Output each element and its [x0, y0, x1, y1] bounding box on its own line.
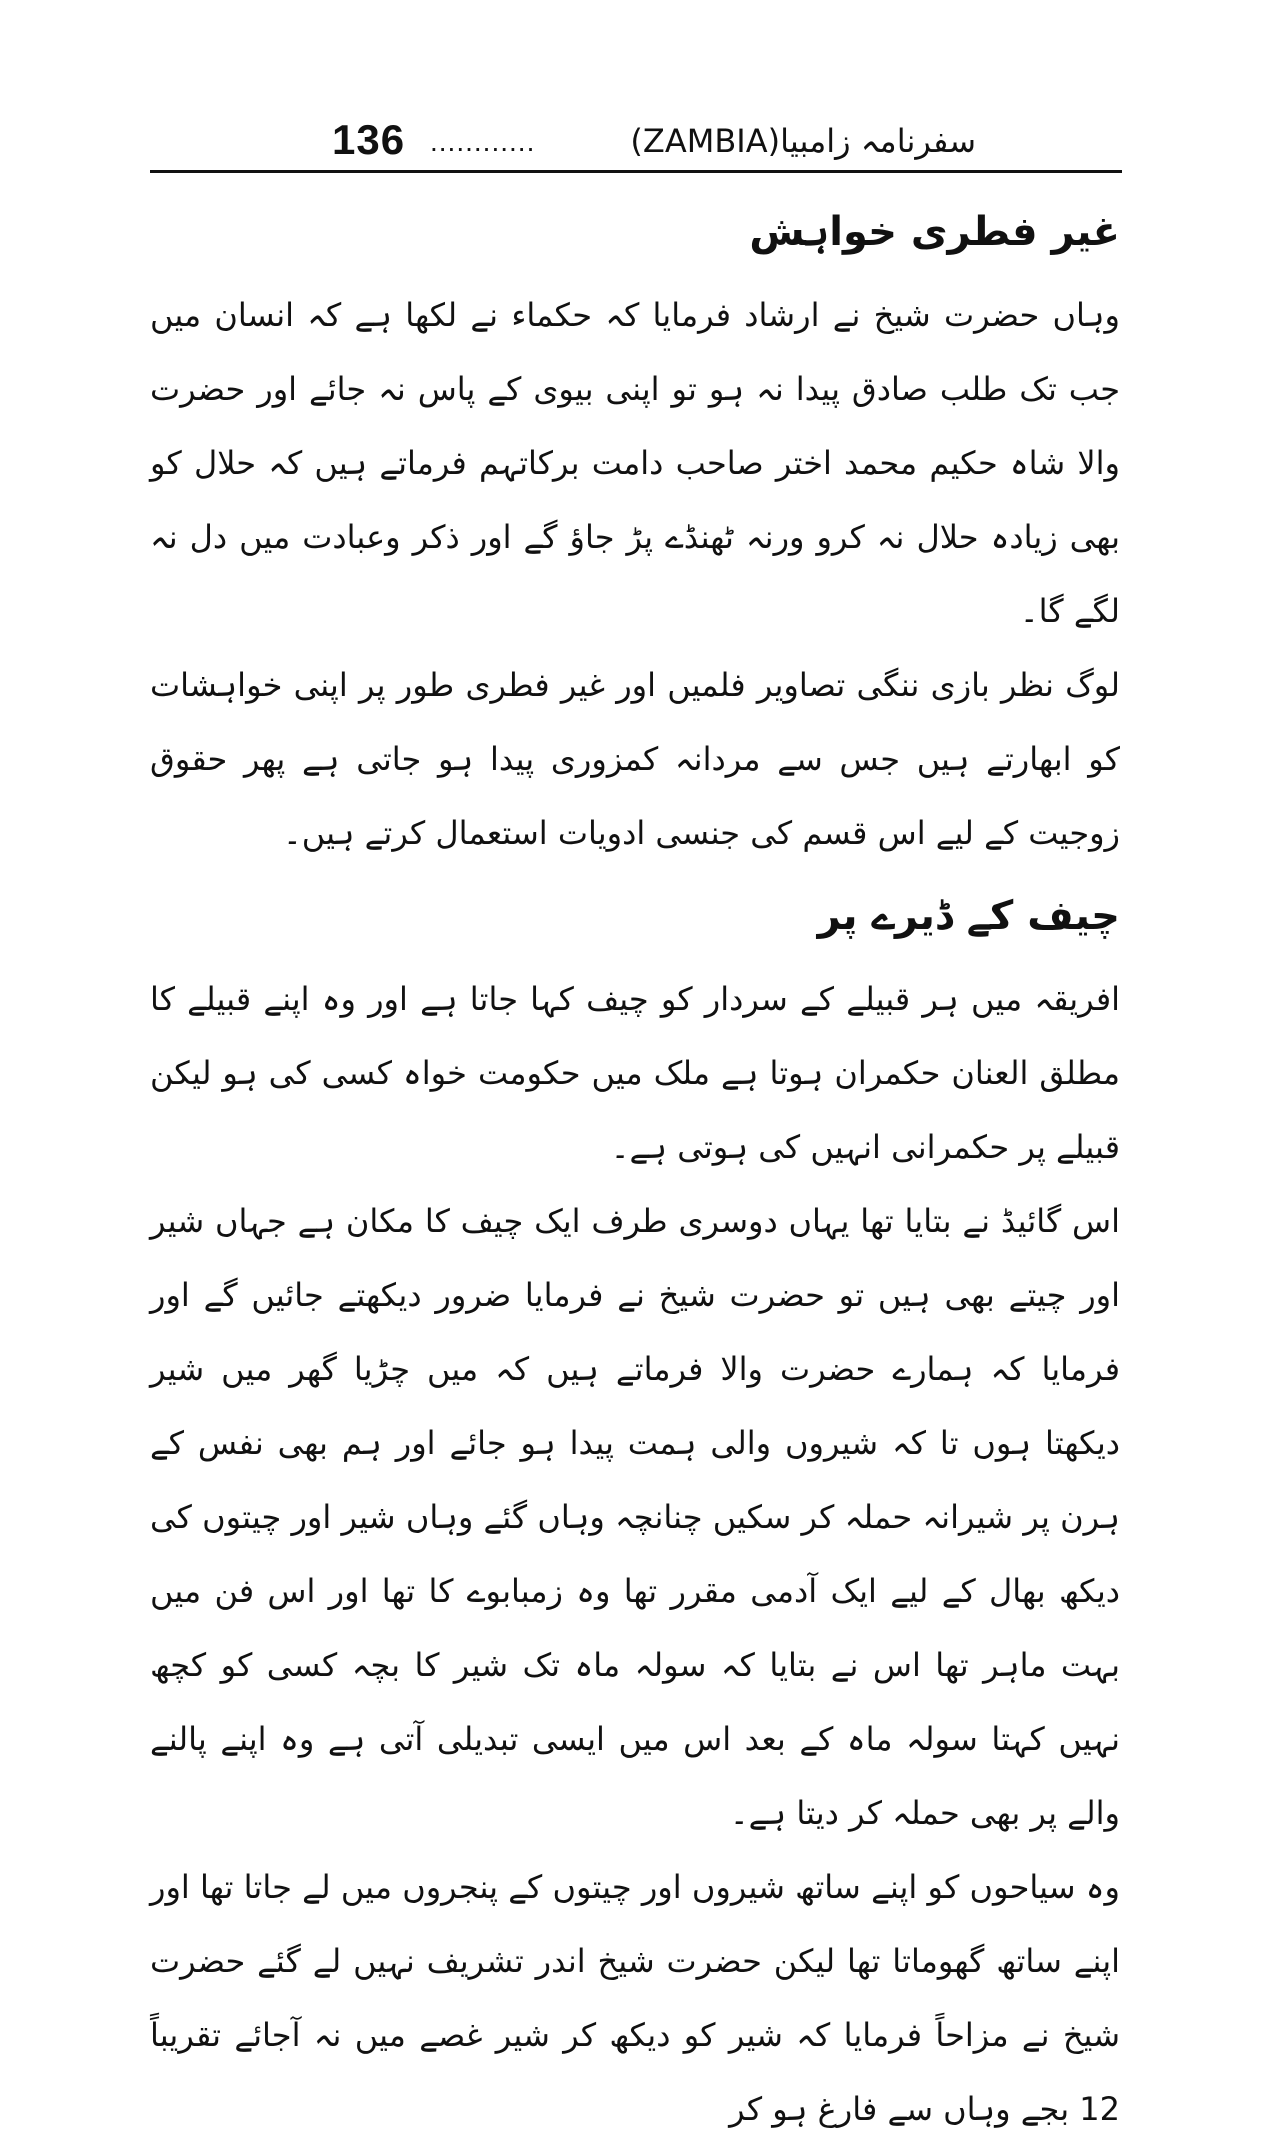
page-body — [150, 186, 1120, 2146]
paragraph: اس گائیڈ نے بتایا تھا یہاں دوسری طرف ایک چیف کا مکان ہے جہاں شیر اور چیتے بھی ہیں تو حضرت شیخ نے فرمایا ضرور دیکھتے جائیں گے اور فرمایا کہ ہمارے حضرت والا فرماتے ہیں کہ میں چڑیا گھر میں شیر دیکھتا ہوں تا کہ شیروں والی ہمت پیدا ہو جائے اور ہم بھی نفس کے ہرن پر شیرانہ حملہ کر سکیں چنانچہ وہاں گئے وہاں شیر اور چیتوں کی دیکھ بھال کے لیے ایک آدمی مقرر تھا وہ زمبابوے کا تھا اور اس فن میں بہت ماہر تھا اس نے بتایا کہ سولہ ماہ تک شیر کا بچہ کسی کو کچھ نہیں کہتا سولہ ماہ کے بعد اس میں ایسی تبدیلی آتی ہے وہ اپنے پالنے والے پر بھی حملہ کر دیتا ہے۔ — [150, 1202, 1120, 1832]
paragraph: افریقہ میں ہر قبیلے کے سردار کو چیف کہا جاتا ہے اور وہ اپنے قبیلے کا مطلق العنان حکمران ہوتا ہے ملک میں حکومت خواہ کسی کی ہو لیکن قبیلے پر حکمرانی انہیں کی ہوتی ہے۔ — [150, 980, 1120, 1166]
paragraph: وہ سیاحوں کو اپنے ساتھ شیروں اور چیتوں کے پنجروں میں لے جاتا تھا اور اپنے ساتھ گھوماتا تھا لیکن حضرت شیخ اندر تشریف نہیں لے گئے حضرت شیخ نے مزاحاً فرمایا کہ شیر کو دیکھ کر شیر غصے میں نہ آجائے تقریباً 12 بجے وہاں سے فارغ ہو کر — [150, 1868, 1120, 2128]
page-number: 136 — [332, 116, 406, 163]
paragraph: وہاں حضرت شیخ نے ارشاد فرمایا کہ حکماء نے لکھا ہے کہ انسان میں جب تک طلب صادق پیدا نہ ہو تو اپنی بیوی کے پاس نہ جائے اور حضرت والا شاہ حکیم محمد اختر صاحب دامت برکاتہم فرماتے ہیں کہ حلال کو بھی زیادہ حلال نہ کرو ورنہ ٹھنڈے پڑ جاؤ گے اور ذکر وعبادت میں دل نہ لگے گا۔ — [150, 296, 1121, 630]
running-title: سفرنامہ زامبیا(ZAMBIA) — [630, 122, 976, 160]
header-divider — [150, 170, 1122, 173]
section-heading-chief-camp: چیف کے ڈیرے پر — [817, 893, 1120, 939]
section-heading-unnatural-desire: غیر فطری خواہش — [749, 209, 1120, 255]
page-header — [150, 108, 1126, 168]
paragraph: لوگ نظر بازی ننگی تصاویر فلمیں اور غیر فطری طور پر اپنی خواہشات کو ابھارتے ہیں جس سے مردانہ کمزوری پیدا ہو جاتی ہے پھر حقوق زوجیت کے لیے اس قسم کی جنسی ادویات استعمال کرتے ہیں۔ — [150, 666, 1120, 852]
page-number-leader-dots: ............ — [430, 126, 536, 157]
